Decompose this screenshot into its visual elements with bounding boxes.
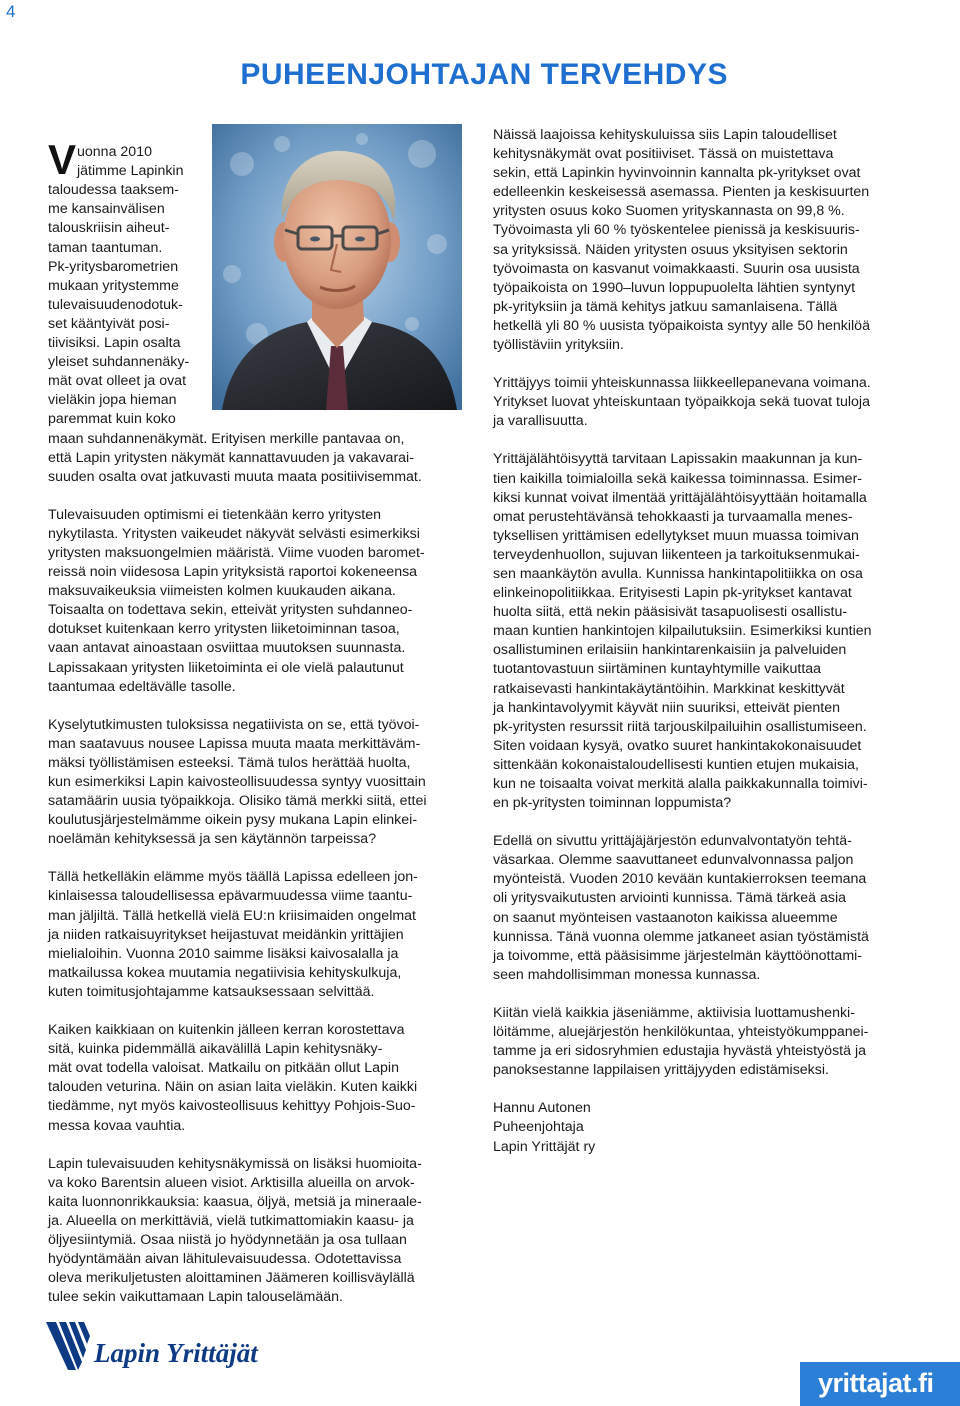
intro-paragraph xyxy=(48,124,468,430)
website-badge-label: yrittajat.fi xyxy=(818,1368,934,1398)
logo-mark-icon xyxy=(46,1322,92,1370)
signature: Hannu Autonen Puheenjohtaja Lapin Yrittäjät ry xyxy=(493,1100,596,1155)
left-paragraph: Kyselytutkimusten tuloksissa negatiivista on se, että työvoi- man saatavuus nousee Lapissa muuta maata merkittäväm- mäksi työllistämisen esteeksi. Tämä tulos herättää huolta, kun esimerkiksi Lapin kaivosteollisuudessa syntyy vuosittain satamäärin uusia työpaikkoja. Olisiko tämä merkki siitä, ettei koulutusjärjestelmämme oikein pysy mukana Lapin elinkei- noelämän kehityksessä ja sen käytännön tarpeissa? xyxy=(48,716,427,848)
intro-narrow-text: uonna 2010 jätimme Lapinkin taloudessa taaksem- me kansainvälisen talouskriisin aiheut- taman taantuman. Pk-yritysbarometrien mukaan yritystemme tulevaisuudenodotuk- set kääntyivät posi- tiivisiksi. Lapin osalta yleiset suhdannenäky- mät ovat olleet ja ovat vieläkin jopa hieman paremmat kuin koko xyxy=(48,144,190,428)
intro-wide-text: maan suhdannenäkymät. Erityisen merkille pantavaa on, että Lapin yritysten näkymät kannattavuuden ja vakavarai- suuden osalta ovat jatkuvasti muuta maata positiivisemmat. xyxy=(48,430,422,485)
right-paragraph: Yrittäjälähtöisyyttä tarvitaan Lapissakin maakunnan ja kun- tien kaikilla toimialoilla sekä kaikessa toiminnassa. Esimer- kiksi kunnat voivat ilmentää yrittäjälähtöisyyttään hoitamalla omat perustehtävänsä tehokkaasti ja turvaamalla menes- tyksellisen yrittämisen edellytykset muun muassa toimivan terveydenhuollon, sujuvan liikenteen ja tarkoituksenmukai- sen maankäytön avulla. Kunnissa hankintapolitiikka on osa elinkeinopolitiikkaa. Erityisesti Lapin pk-yritykset kantavat huolta siitä, että nekin pääsisivät tasapuolisesti osallistu- maan kuntien hankintojen kilpailutuksiin. Esimerkiksi kuntien osallistuminen erilaisiin hankintarenkaisiin ja palveluiden tuotantovastuun siirtäminen kuntayhtymille vaikuttaa ratkaisevasti hankintakäytäntöihin. Markkinat keskittyvät ja hankintavolyymit käyvät niin suuriksi, etteivät pienten pk-yritysten resurssit riitä tarjouskilpailuihin osallistumiseen. Siten voidaan kysyä, ovatko suuret hankintakokonaisuudet sittenkään kokonaistaloudellisesti kuntien etujen mukaisia, kun ne toisaalta voivat merkitä alalla paikkakunnalla toimivi- en pk-yritysten toiminnan loppumista? xyxy=(493,451,872,812)
lapin-yrittajat-logo xyxy=(46,1322,276,1372)
right-column xyxy=(493,126,918,1176)
left-paragraph: Lapin tulevaisuuden kehitysnäkymissä on lisäksi huomioita- va koko Barentsin alueen visiot. Arktisilla alueilla on arvok- kaita luonnonrikkauksia: kaasua, öljyä, metsiä ja mineraale- ja. Alueella on merkittäviä, vielä tutkimattomiakin kaasu- ja öljyesiintymiä. Osaa niistä jo hyödynnetään ja osa tullaan hyödyntämään aivan lähitulevaisuudessa. Odotettavissa oleva merikuljetusten aloittaminen Jäämeren koillisväylällä tulee sekin vaikuttamaan Lapin talouselämään. xyxy=(48,1155,422,1306)
left-column xyxy=(48,124,468,1326)
page-number: 4 xyxy=(6,2,16,21)
drop-cap: V xyxy=(48,136,77,184)
right-paragraph: Kiitän vielä kaikkia jäseniämme, aktiivisia luottamushenki- löitämme, aluejärjestön henkilökuntaa, yhteistyökumppanei- tamme ja eri sidosryhmien edustajia hyvästä yhteistyöstä ja panoksestanne lappilaisen yrittäjyyden edistämiseksi. xyxy=(493,1004,869,1079)
website-badge[interactable] xyxy=(800,1362,960,1406)
left-paragraph: Tulevaisuuden optimismi ei tietenkään kerro yritysten nykytilasta. Yritysten vaikeudet näkyvät selvästi esimerkiksi yritysten maksuongelmien määristä. Viime vuoden baromet- reissä noin viidesosa Lapin yrityksistä raportoi kokeneensa maksuvaikeuksia viimeisten kolmen kuukauden aikana. Toisaalta on todettava sekin, etteivät yritysten suhdanneo- dotukset kuitenkaan kerro yritysten liiketoiminnan tasoa, vaan antavat ainoastaan osviittaa muutoksen suunnasta. Lapissakaan yritysten liiketoiminta ei ole vielä palautunut taantumaa edeltävälle tasolle. xyxy=(48,506,425,695)
right-paragraph: Edellä on sivuttu yrittäjäjärjestön edunvalvontatyön tehtä- väsarkaa. Olemme saavuttaneet edunvalvonnassa paljon myönteistä. Vuoden 2010 kevään kuntakierroksen teemana oli yritysvaikutusten arviointi kunnissa. Tämä tärkeä asia on saanut myönteisen vastaanoton kaikissa alueemme kunnissa. Tänä vuonna olemme jatkaneet asian työstämistä ja toivomme, että pääsisimme järjestelmän käyttöönottami- seen mahdollisimman monessa kunnassa. xyxy=(493,833,869,983)
right-paragraph: Näissä laajoissa kehityskuluissa siis Lapin taloudelliset kehitysnäkymät ovat positiiviset. Tässä on muistettava sekin, että Lapinkin hyvinvoinnin kannalta pk-yritykset ovat edelleenkin keskeisessä asemassa. Pienten ja keskisuurten yritysten osuus koko Suomen yrityskannasta on 99,8 %. Työvoimasta yli 60 % työskentelee pienissä ja keskisuuris- sa yrityksissä. Näiden yritysten osuus yksityisen sektorin työvoimasta on kasvanut voimakkaasti. Suurin osa uusista työpaikoista on 1990–luvun loppupuolelta lähtien syntynyt pk-yrityksiin ja tämä kehitys jatkuu samanlaisena. Tällä hetkellä yli 80 % uusista työpaikoista syntyy alle 50 henkilöä työllistäviin yrityksiin. xyxy=(493,127,870,354)
right-paragraph: Yrittäjyys toimii yhteiskunnassa liikkeellepanevana voimana. Yritykset luovat yhteiskuntaan työpaikkoja sekä tuovat tuloja ja varallisuutta. xyxy=(493,375,871,430)
logo-text: Lapin Yrittäjät xyxy=(94,1338,258,1368)
page-title: PUHEENJOHTAJAN TERVEHDYS xyxy=(240,58,728,91)
left-paragraph: Tällä hetkelläkin elämme myös täällä Lapissa edelleen jon- kinlaisessa taloudellisessa epävarmuudessa viime taantu- man jäljiltä. Tällä hetkellä vielä EU:n kriisimaiden ongelmat ja niiden ratkaisuyritykset heijastuvat meidänkin yrittäjien mielialoihin. Vuonna 2010 saimme lisäksi kaivosalalla ja matkailussa kokea muutamia negatiivisia kehityskulkuja, kuten toimitusjohtajamme katsauksessaan selvittää. xyxy=(48,869,418,1000)
left-paragraph: Kaiken kaikkiaan on kuitenkin jälleen kerran korostettava sitä, kuinka pidemmällä aikavälillä Lapin kehitysnäky- mät ovat todella valoisat. Matkailu on pitkään ollut Lapin talouden veturina. Näin on asian laita vieläkin. Kuten kaikki tiedämme, nyt myös kaivosteollisuus kehittyy Pohjois-Suo- messa kovaa vauhtia. xyxy=(48,1022,418,1134)
